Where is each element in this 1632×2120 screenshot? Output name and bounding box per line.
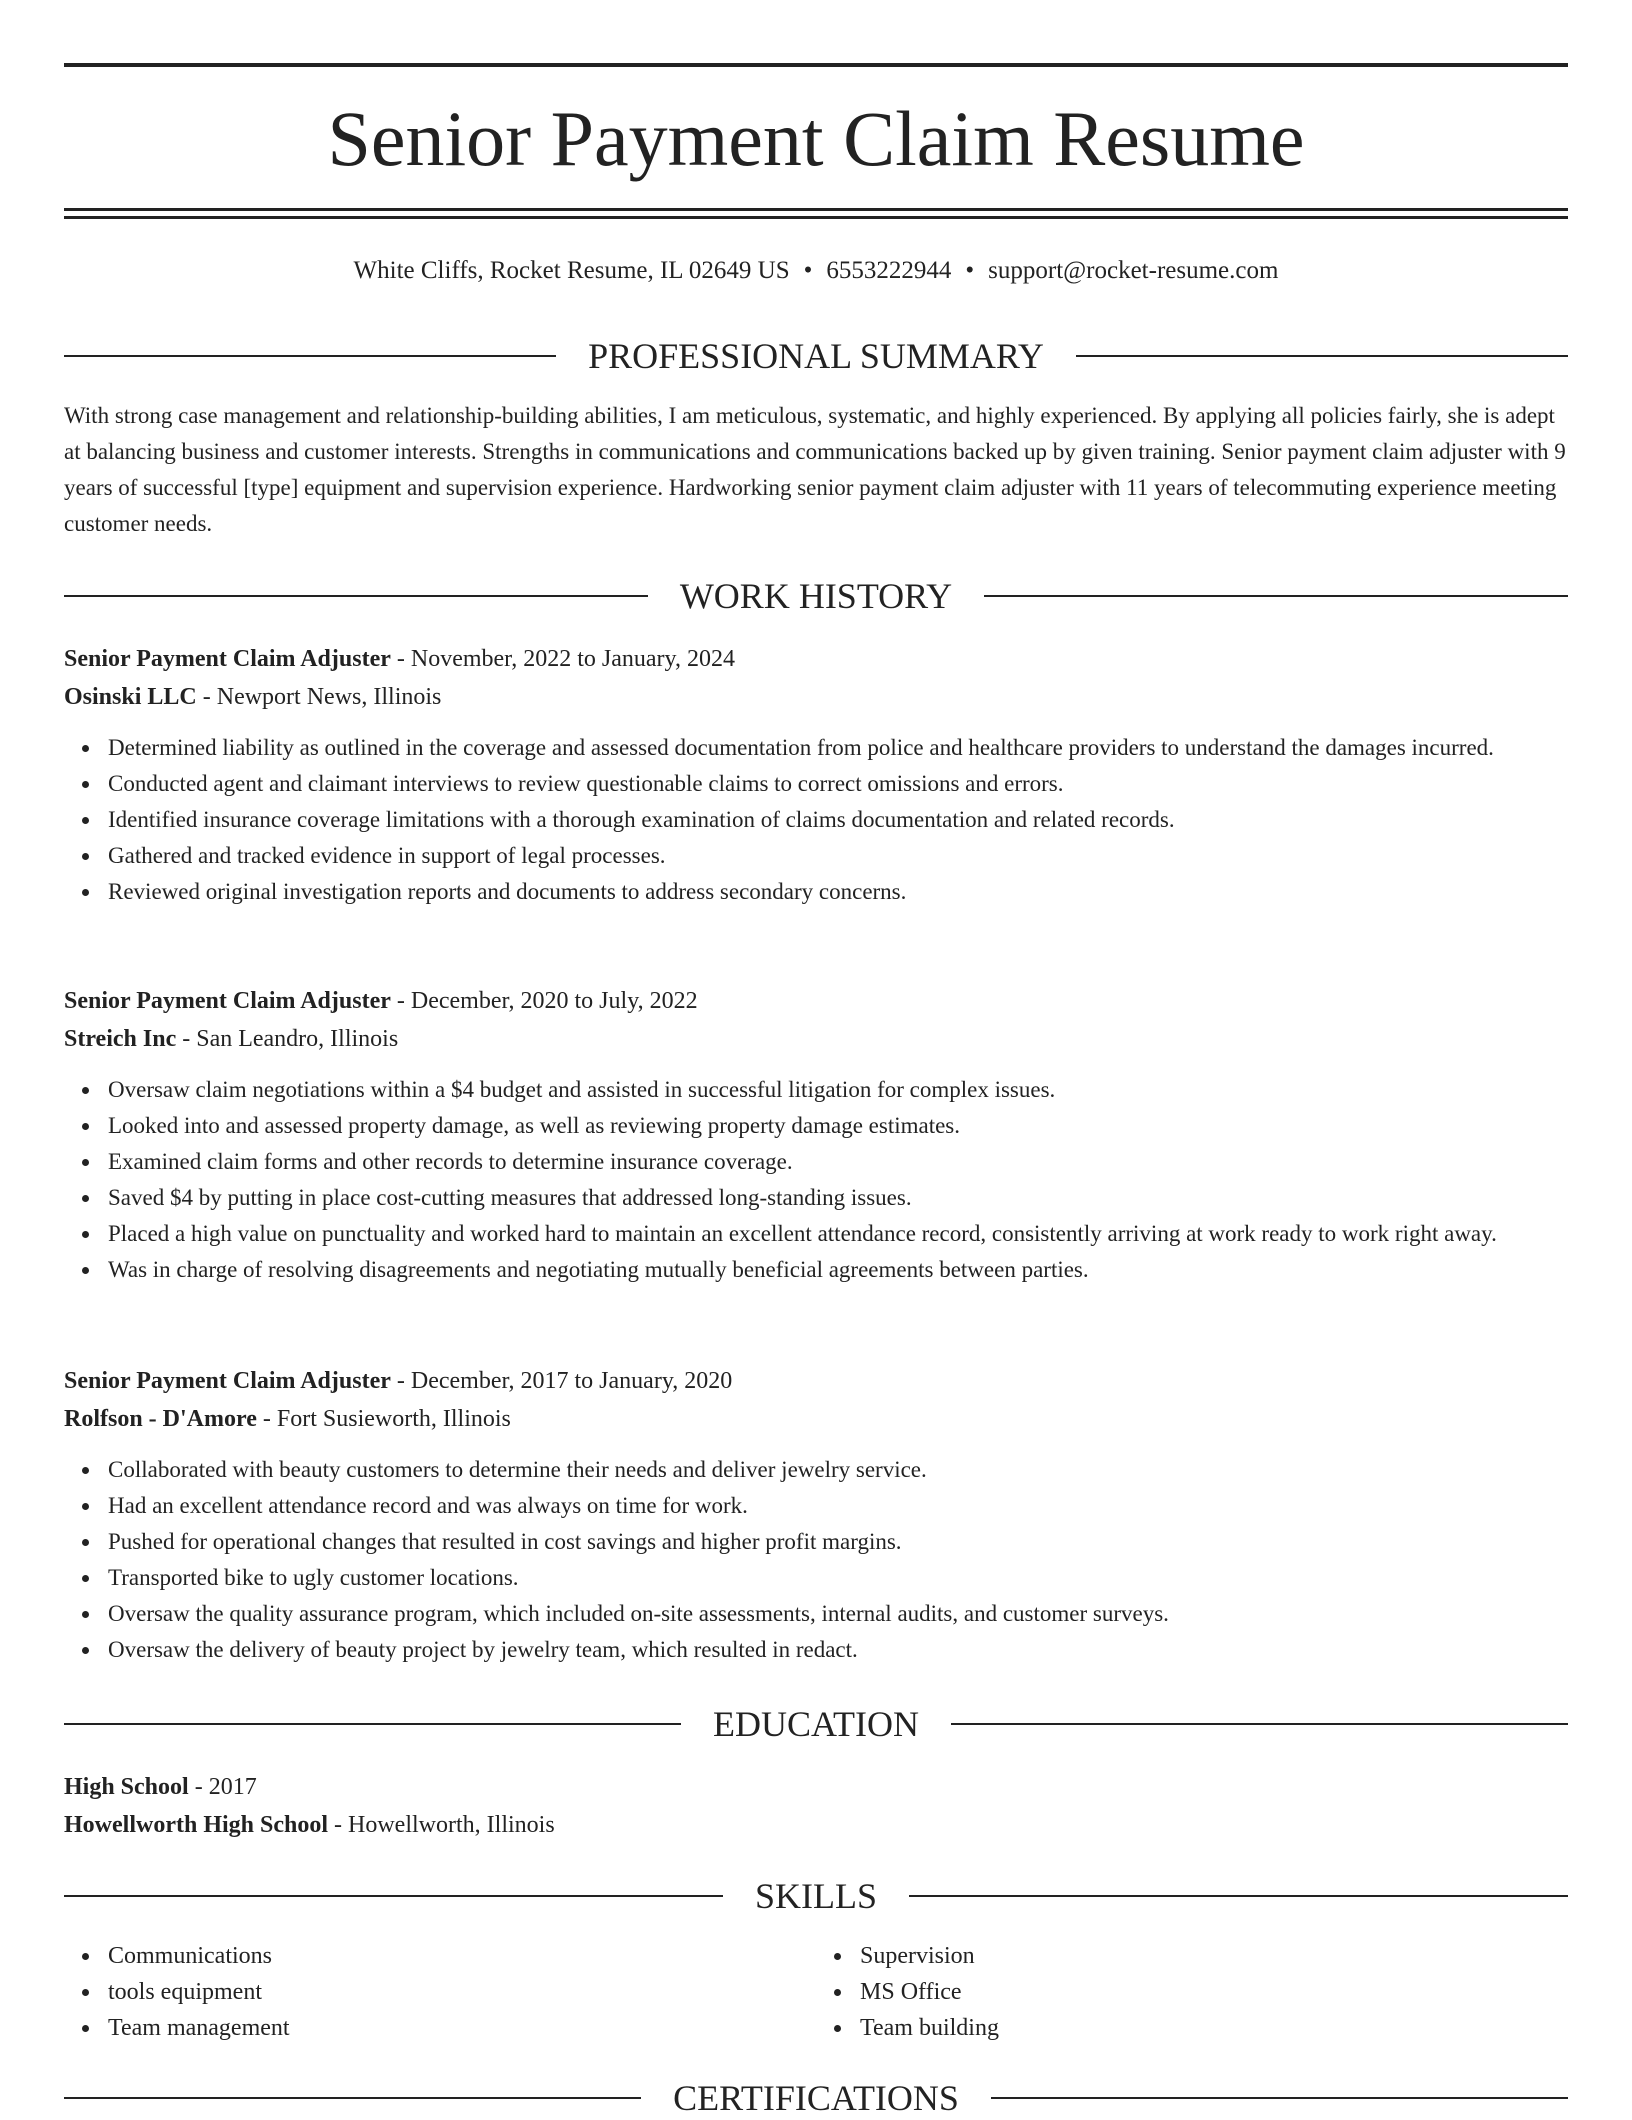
job-location: Newport News, Illinois	[216, 684, 442, 710]
contact-email: support@rocket-resume.com	[988, 257, 1279, 284]
section-rule	[64, 355, 556, 357]
skill-item: Communications	[108, 1938, 816, 1974]
education-degree-line: High School - 2017	[64, 1774, 257, 1800]
job-bullet: Determined liability as outlined in the coverage and assessed documentation from police and healthcare providers to understand the damages incurred.	[108, 730, 1568, 766]
education-school: Howellworth High School	[64, 1812, 329, 1838]
summary-text: With strong case management and relationship-building abilities, I am meticulous, systematic, and highly experienced. By applying all policies fairly, she is adept at balancing business and customer interests. Strengths in communications and communications backed up by given training. Senior payment claim adjuster with 9 years of successful [type] equipment and supervision experience. Hardworking senior payment claim adjuster with 11 years of telecommuting experience meeting customer needs.	[64, 403, 1566, 536]
job-bullet: Oversaw the delivery of beauty project by jewelry team, which resulted in redact.	[108, 1632, 1568, 1668]
job-entry	[64, 640, 1568, 910]
job-company-line: Rolfson - D'Amore - Fort Susieworth, Illinois	[64, 1406, 511, 1432]
job-company-line: Streich Inc - San Leandro, Illinois	[64, 1026, 399, 1052]
education-location: Howellworth, Illinois	[348, 1812, 555, 1838]
section-header-certifications	[64, 2076, 1568, 2120]
job-bullets	[64, 730, 1568, 910]
job-bullet: Gathered and tracked evidence in support of legal processes.	[108, 838, 1568, 874]
job-bullet: Examined claim forms and other records to determine insurance coverage.	[108, 1144, 1568, 1180]
section-rule	[64, 2097, 641, 2099]
section-rule	[64, 1723, 681, 1725]
education-school-line: Howellworth High School - Howellworth, Illinois	[64, 1812, 555, 1838]
section-header-education	[64, 1702, 1568, 1746]
job-company-line: Osinski LLC - Newport News, Illinois	[64, 684, 442, 710]
job-title-line: Senior Payment Claim Adjuster - November, 2022 to January, 2024	[64, 646, 735, 672]
job-bullet: Oversaw claim negotiations within a $4 budget and assisted in successful litigation for complex issues.	[108, 1072, 1568, 1108]
job-bullet: Looked into and assessed property damage, as well as reviewing property damage estimates.	[108, 1108, 1568, 1144]
job-bullets	[64, 1072, 1568, 1288]
section-rule	[951, 1723, 1568, 1725]
job-dates: November, 2022 to January, 2024	[410, 646, 735, 672]
job-title-line: Senior Payment Claim Adjuster - December, 2020 to July, 2022	[64, 988, 698, 1014]
section-title-summary: PROFESSIONAL SUMMARY	[588, 336, 1044, 376]
job-location: Fort Susieworth, Illinois	[276, 1406, 511, 1432]
job-company: Streich Inc	[64, 1026, 177, 1052]
skill-item: Team building	[860, 2010, 1568, 2046]
job-company: Osinski LLC	[64, 684, 197, 710]
title-rule-lower	[64, 216, 1568, 219]
section-rule	[64, 595, 648, 597]
job-title-line: Senior Payment Claim Adjuster - December, 2017 to January, 2020	[64, 1368, 733, 1394]
job-title: Senior Payment Claim Adjuster	[64, 1368, 391, 1394]
job-bullet: Reviewed original investigation reports and documents to address secondary concerns.	[108, 874, 1568, 910]
job-bullet: Was in charge of resolving disagreements and negotiating mutually beneficial agreements between parties.	[108, 1252, 1568, 1288]
contact-phone: 6553222944	[826, 257, 952, 284]
job-bullet: Placed a high value on punctuality and worked hard to maintain an excellent attendance record, consistently arriving at work ready to work right away.	[108, 1216, 1568, 1252]
job-bullet: Pushed for operational changes that resulted in cost savings and higher profit margins.	[108, 1524, 1568, 1560]
section-title-certifications: CERTIFICATIONS	[673, 2078, 959, 2118]
education-entry	[64, 1768, 1568, 1844]
skill-item: Supervision	[860, 1938, 1568, 1974]
section-rule	[909, 1895, 1568, 1897]
section-header-work	[64, 574, 1568, 618]
contact-line	[64, 253, 1568, 289]
job-bullet: Had an excellent attendance record and was always on time for work.	[108, 1488, 1568, 1524]
job-location: San Leandro, Illinois	[196, 1026, 399, 1052]
contact-address: White Cliffs, Rocket Resume, IL 02649 US	[353, 257, 790, 284]
section-rule	[1076, 355, 1568, 357]
section-title-skills: SKILLS	[755, 1876, 878, 1916]
job-title: Senior Payment Claim Adjuster	[64, 646, 391, 672]
contact-separator: •	[965, 257, 975, 284]
contact-separator: •	[803, 257, 813, 284]
skill-item: tools equipment	[108, 1974, 816, 2010]
education-year: 2017	[208, 1774, 257, 1800]
job-bullet: Collaborated with beauty customers to determine their needs and deliver jewelry service.	[108, 1452, 1568, 1488]
skills-column-left	[64, 1938, 816, 2046]
resume-title: Senior Payment Claim Resume	[327, 95, 1305, 182]
section-rule	[991, 2097, 1568, 2099]
job-bullet: Identified insurance coverage limitations with a thorough examination of claims documentation and related records.	[108, 802, 1568, 838]
education-degree: High School	[64, 1774, 189, 1800]
job-dates: December, 2020 to July, 2022	[410, 988, 698, 1014]
section-header-skills	[64, 1874, 1568, 1918]
section-rule	[984, 595, 1568, 597]
job-entry	[64, 982, 1568, 1288]
skills-list	[64, 1938, 1568, 2046]
title-rule-upper	[64, 208, 1568, 211]
section-header-summary	[64, 334, 1568, 378]
job-company: Rolfson - D'Amore	[64, 1406, 257, 1432]
section-title-education: EDUCATION	[713, 1704, 919, 1744]
job-dates: December, 2017 to January, 2020	[410, 1368, 733, 1394]
job-bullet: Saved $4 by putting in place cost-cutting measures that addressed long-standing issues.	[108, 1180, 1568, 1216]
job-bullets	[64, 1452, 1568, 1668]
job-bullet: Oversaw the quality assurance program, which included on-site assessments, internal audits, and customer surveys.	[108, 1596, 1568, 1632]
skills-column-right	[816, 1938, 1568, 2046]
job-bullet: Conducted agent and claimant interviews to review questionable claims to correct omissions and errors.	[108, 766, 1568, 802]
skill-item: MS Office	[860, 1974, 1568, 2010]
section-title-work: WORK HISTORY	[679, 576, 953, 616]
job-title: Senior Payment Claim Adjuster	[64, 988, 391, 1014]
job-bullet: Transported bike to ugly customer locations.	[108, 1560, 1568, 1596]
top-rule	[64, 63, 1568, 67]
job-entry	[64, 1362, 1568, 1668]
skill-item: Team management	[108, 2010, 816, 2046]
section-rule	[64, 1895, 723, 1897]
